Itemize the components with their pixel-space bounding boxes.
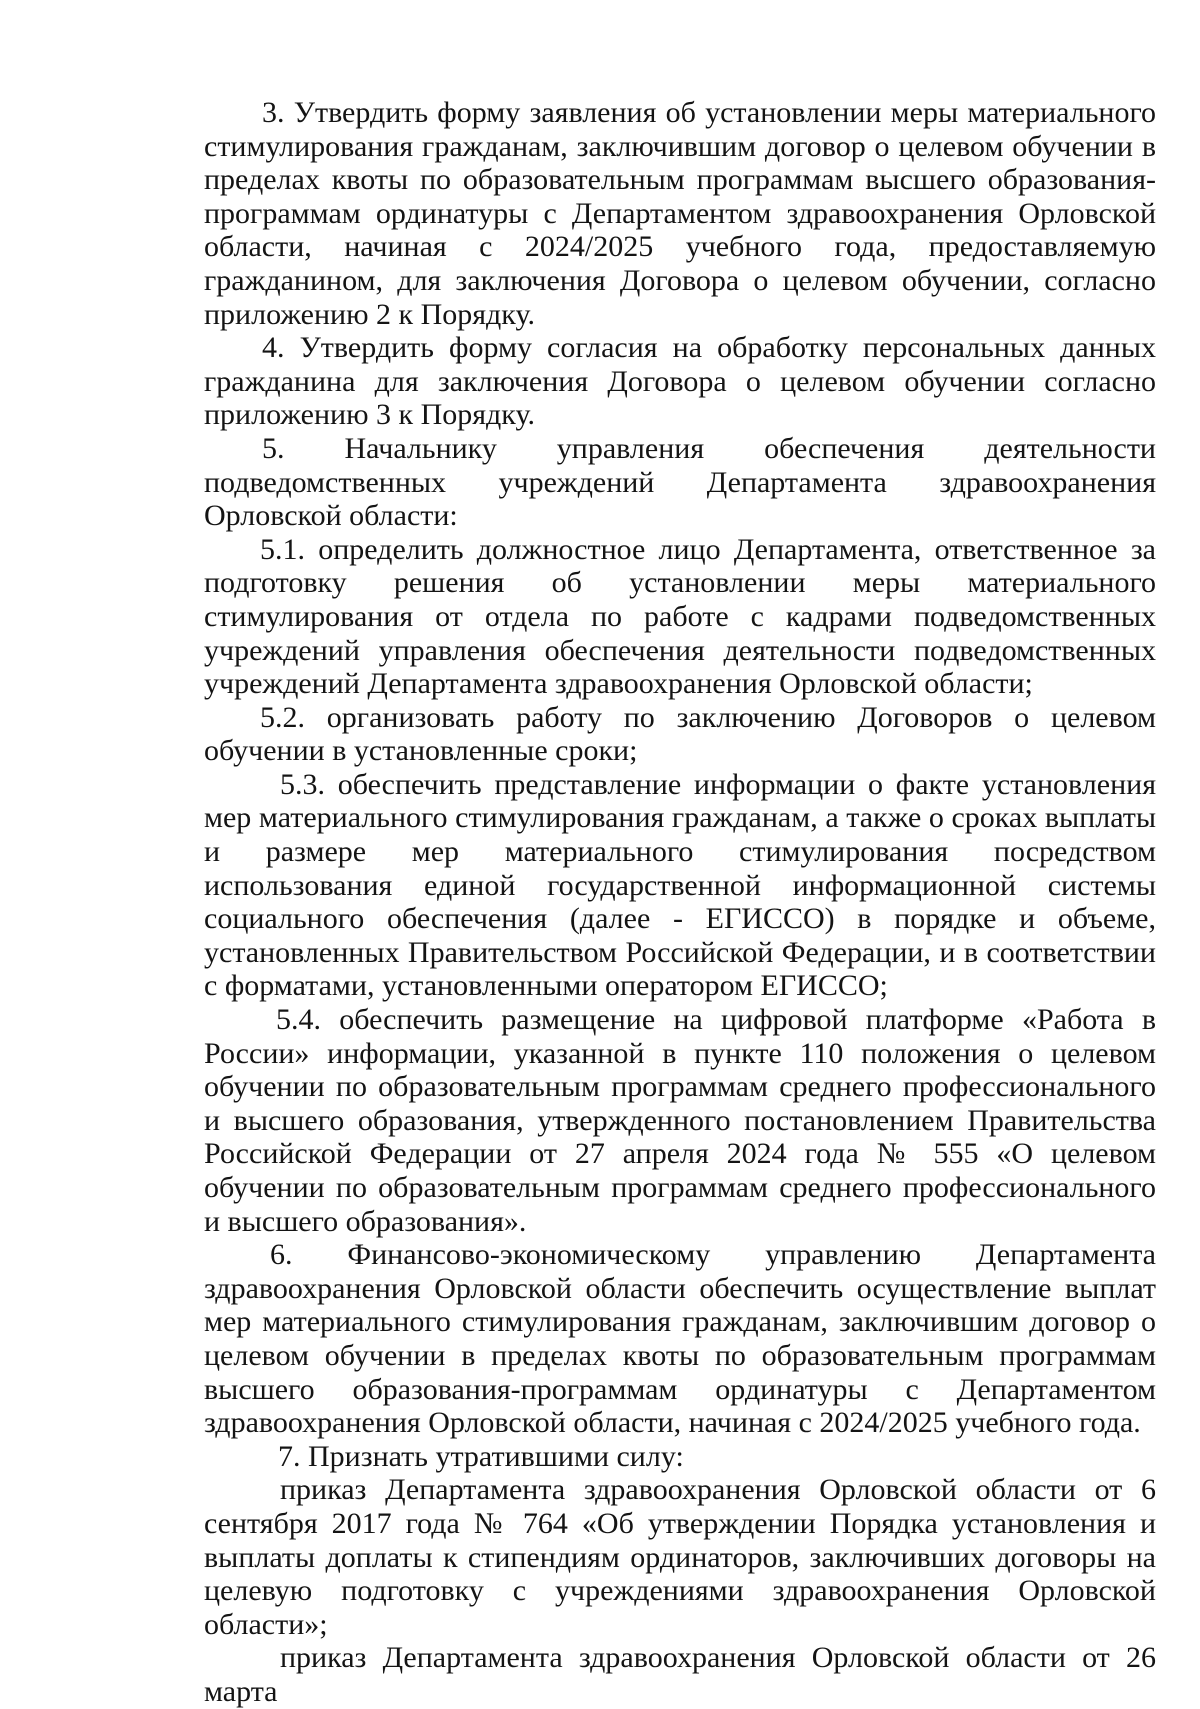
paragraph-item-5-4: 5.4. обеспечить размещение на цифровой платформе «Работа в России» информации, указанной в пункте 110 положения о целевом обучении по образовательным программам среднего профессионального и высшего образования, утвержденного постановлением Правительства Российской Федерации от 27 апреля 2024 года № 555 «О целевом обучении по образовательным программам среднего профессионального и высшего образования».	[204, 1003, 1156, 1238]
paragraph-item-5-1: 5.1. определить должностное лицо Департамента, ответственное за подготовку решения об установлении меры материального стимулирования от отдела по работе с кадрами подведомственных учреждений управления обеспечения деятельности подведомственных учреждений Департамента здравоохранения Орловской области;	[204, 532, 1156, 701]
paragraph-item-6: 6. Финансово-экономическому управлению Департамента здравоохранения Орловской области обеспечить осуществление выплат мер материального стимулирования гражданам, заключившим договор о целевом обучении в пределах квоты по образовательным программам высшего образования-программам ординатуры с Департаментом здравоохранения Орловской области, начиная с 2024/2025 учебного года.	[204, 1238, 1156, 1440]
paragraph-item-5: 5. Начальнику управления обеспечения деятельности подведомственных учреждений Департамента здравоохранения Орловской области:	[204, 431, 1156, 533]
paragraph-item-3: 3. Утвердить форму заявления об установлении меры материального стимулирования гражданам, заключившим договор о целевом обучении в пределах квоты по образовательным программам высшего образования-программам ординатуры с Департаментом здравоохранения Орловской области, начиная с 2024/2025 учебного года, предоставляемую гражданином, для заключения Договора о целевом обучении, согласно приложению 2 к Порядку.	[204, 96, 1156, 331]
document-page	[204, 96, 1156, 1709]
paragraph-item-4: 4. Утвердить форму согласия на обработку персональных данных гражданина для заключения Договора о целевом обучении согласно приложению 3 к Порядку.	[204, 331, 1156, 432]
paragraph-order-march: приказ Департамента здравоохранения Орловской области от 26 марта	[204, 1641, 1156, 1708]
paragraph-item-5-3: 5.3. обеспечить представление информации о факте установления мер материального стимулирования гражданам, а также о сроках выплаты и размере мер материального стимулирования посредством использования единой государственной информационной системы социального обеспечения (далее - ЕГИССО) в порядке и объеме, установленных Правительством Российской Федерации, и в соответствии с форматами, установленными оператором ЕГИССО;	[204, 767, 1156, 1003]
paragraph-order-764: приказ Департамента здравоохранения Орловской области от 6 сентября 2017 года № 764 «Об утверждении Порядка установления и выплаты доплаты к стипендиям ординаторов, заключивших договоры на целевую подготовку с учреждениями здравоохранения Орловской области»;	[204, 1473, 1156, 1641]
paragraph-item-7: 7. Признать утратившими силу:	[278, 1439, 684, 1473]
paragraph-item-5-2: 5.2. организовать работу по заключению Договоров о целевом обучении в установленные сроки;	[204, 700, 1156, 768]
